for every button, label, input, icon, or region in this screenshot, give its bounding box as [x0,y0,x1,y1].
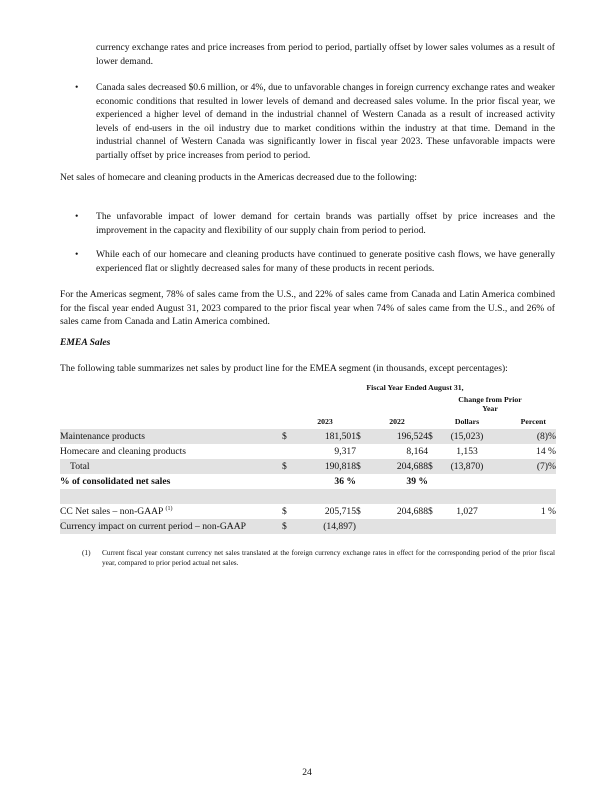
value-2022: 204,688 [396,506,428,517]
col-percent: Percent [520,417,546,426]
bullet-homecare-2 [60,248,555,275]
footnote [82,548,555,568]
table-row-total [60,459,556,474]
value-2023: 205,715 [324,506,356,517]
footnote-text: Current fiscal year constant currency net sales translated at the foreign currency exchange rates in effect for the corresponding period of the prior fiscal year, compared to prior period actual net sales. [102,548,555,567]
row-label: Maintenance products [60,429,282,444]
table-row [60,504,556,519]
col-2022: 2022 [389,417,405,426]
currency: $ [282,506,287,517]
bullet-icon: • [75,211,79,222]
value-percent: 1 % [540,506,556,517]
value-dollars: (15,023) [440,429,494,444]
bullet-text: While each of our homecare and cleaning products have continued to generate positive cash flows, we have generally experienced flat or slightly decreased sales for many of these products in recent periods. [96,249,555,274]
spacer-row [60,489,556,504]
footnote-ref: (1) [165,505,173,512]
emea-sales-table [60,414,556,534]
value-dollars: 1,027 [456,506,478,517]
change-header: Change from Prior Year [458,395,522,413]
value-2022: 196,524 [366,429,428,444]
bullet-text: Canada sales decreased $0.6 million, or 4%, due to unfavorable changes in foreign currency exchange rates and weaker economic conditions that resulted in lower levels of demand and decreased sales volume. In the prior fiscal year, we experienced a higher level of demand in the industrial channel of Western Canada as a result of increased activity levels of end-users in the oil industry due to market conditions within the industry at that time. Demand in the industrial channel of Western Canada was significantly lower in fiscal year 2023. These unfavorable impacts were partially offset by price increases from period to period. [96,82,555,161]
bullet-icon: • [75,82,79,93]
currency: $ [282,519,294,534]
period-header: Fiscal Year Ended August 31, [366,383,464,392]
row-label: Total [60,459,282,474]
row-label: % of consolidated net sales [60,476,171,487]
value-percent: 14 % [536,446,556,457]
value-2023: 36 % [334,476,356,487]
currency: $ [282,429,294,444]
bullet-icon: • [75,249,79,260]
col-2023: 2023 [317,417,333,426]
table-row [60,519,556,534]
value-dollars: (13,870) [440,459,494,474]
value-percent: (8)% [494,429,556,444]
table-row-consolidated [60,474,556,489]
currency: $ [428,506,433,517]
currency: $ [356,506,361,517]
col-dollars: Dollars [454,417,480,426]
value-percent: (7)% [494,459,556,474]
bullet-text: The unfavorable impact of lower demand for certain brands was partially offset by price increases and the improvement in the capacity and flexibility of our supply chain from period to period. [96,211,555,236]
value-2022: 8,164 [406,446,428,457]
value-2022: 204,688 [366,459,428,474]
currency: $ [356,459,366,474]
row-label: Currency impact on current period – non-GAAP [60,519,282,534]
americas-summary: For the Americas segment, 78% of sales came from the U.S., and 22% of sales came from Canada and Latin America combined for the fiscal year ended August 31, 2023 compared to the prior fiscal year when 74% of sales came from the U.S., and 26% of sales came from Canada and Latin America combined. [60,289,555,328]
currency: $ [428,429,440,444]
table-row [60,429,556,444]
value-dollars: 1,153 [456,446,478,457]
value-2023: 181,501 [294,429,356,444]
value-2023: 9,317 [334,446,356,457]
value-2023: (14,897) [294,519,356,534]
footnote-marker: (1) [82,548,91,557]
table-row [60,444,556,459]
currency: $ [282,459,294,474]
currency: $ [356,429,366,444]
section-heading: EMEA Sales [60,337,111,348]
row-label [60,504,282,519]
bullet-homecare-1 [60,210,555,237]
value-2022: 39 % [406,476,428,487]
homecare-intro: Net sales of homecare and cleaning products in the Americas decreased due to the following: [60,172,417,183]
table-intro: The following table summarizes net sales by product line for the EMEA segment (in thousands, except percentages): [60,363,508,374]
column-header-row [60,414,556,429]
row-label-text: CC Net sales – non-GAAP [60,506,164,517]
row-label: Homecare and cleaning products [60,446,186,457]
page-number: 24 [302,767,312,778]
bullet-canada [60,81,555,163]
value-2023: 190,818 [294,459,356,474]
intro-continuation: currency exchange rates and price increases from period to period, partially offset by lower sales volumes as a result of lower demand. [96,42,555,67]
currency: $ [428,459,440,474]
